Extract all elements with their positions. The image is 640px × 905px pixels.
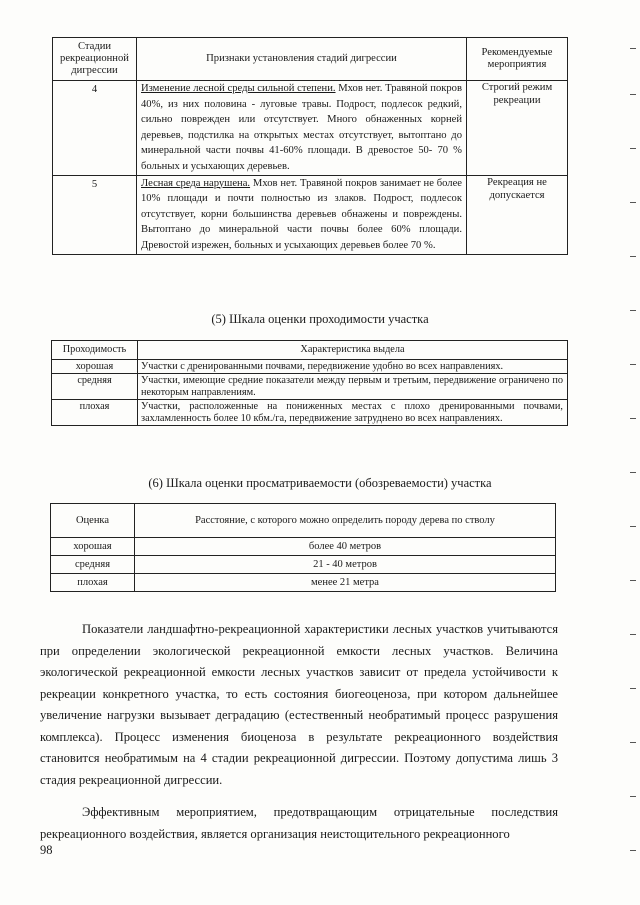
table-row xyxy=(51,556,556,574)
digression-stages-table xyxy=(52,37,568,255)
visibility-grade: хорошая xyxy=(51,538,135,556)
body-paragraph: Эффективным мероприятием, предотвращающим отрицательные последствия рекреационного воздействия, является организация неистощительного рекреационного xyxy=(40,805,558,841)
passability-table xyxy=(51,340,568,426)
column-header: Оценка xyxy=(51,504,135,538)
stage-number: 4 xyxy=(53,81,137,176)
visibility-distance: более 40 метров xyxy=(135,538,556,556)
passability-level: плохая xyxy=(52,400,138,426)
visibility-distance: менее 21 метра xyxy=(135,574,556,592)
recommended-measure: Строгий режим рекреации xyxy=(467,81,568,176)
passability-level: хорошая xyxy=(52,359,138,374)
column-header: Расстояние, с которого можно определить породу дерева по стволу xyxy=(135,504,556,538)
stage-number: 5 xyxy=(53,175,137,254)
passability-caption: (5) Шкала оценки проходимости участка xyxy=(211,312,429,326)
table-row xyxy=(51,538,556,556)
visibility-grade: средняя xyxy=(51,556,135,574)
passability-description: Участки, расположенные на пониженных местах с плохо дренированными почвами, захламленность более 10 кбм./га, передвижение затруднено во всех направлениях. xyxy=(138,400,568,426)
stage-description xyxy=(137,175,467,254)
column-header: Характеристика выдела xyxy=(138,341,568,360)
stage-text: Мхов нет. Травяной покров занимает не более 10% площади и почти полностью из злаков. Подрост, подлесок отсутствует, корни большинства деревьев обнажены и повреждены. Вытоптано до минеральной части почвы более 60% площади. Древостой изрежен, больных и усыхающих деревьев более 70 %. xyxy=(141,177,462,251)
table-row xyxy=(52,374,568,400)
column-header: Рекомендуемые мероприятия xyxy=(467,38,568,81)
table-header-row xyxy=(52,341,568,360)
column-header: Признаки установления стадий дигрессии xyxy=(137,38,467,81)
table-row xyxy=(52,400,568,426)
passability-level: средняя xyxy=(52,374,138,400)
body-paragraph: Показатели ландшафтно-рекреационной характеристики лесных участков учитываются при определении экологической рекреационной емкости лесных участков. Величина экологической рекреационной емкости лесных участков зависит от предела устойчивости к рекреации конкретного участка, то есть состояния биогеоценоза, при котором дальнейшее увеличение нагрузки вызывает деградацию (естественный необратимый процесс разрушения комплекса). Процесс изменения биоценоза в результате рекреационного воздействия становится необратимым на 4 стадии рекреационной дигрессии. Поэтому допустима лишь 3 стадия рекреационной дигрессии. xyxy=(40,622,558,787)
column-header: Проходимость xyxy=(52,341,138,360)
page-number: 98 xyxy=(40,843,53,857)
table-row xyxy=(53,175,568,254)
stage-title: Изменение лесной среды сильной степени. xyxy=(141,83,336,94)
stage-description xyxy=(137,81,467,176)
visibility-caption: (6) Шкала оценки просматриваемости (обозреваемости) участка xyxy=(148,476,492,490)
visibility-distance: 21 - 40 метров xyxy=(135,556,556,574)
column-header: Стадии рекреационной дигрессии xyxy=(53,38,137,81)
table-header-row xyxy=(51,504,556,538)
table-header-row xyxy=(53,38,568,81)
visibility-table xyxy=(50,503,556,592)
visibility-grade: плохая xyxy=(51,574,135,592)
passability-description: Участки, имеющие средние показатели между первым и третьим, передвижение ограничено по некоторым направлениям. xyxy=(138,374,568,400)
table-row xyxy=(52,359,568,374)
recommended-measure: Рекреация не допускается xyxy=(467,175,568,254)
passability-description: Участки с дренированными почвами, передвижение удобно во всех направлениях. xyxy=(138,359,568,374)
table-row xyxy=(53,81,568,176)
stage-text: Мхов нет. Травяной покров 40%, из них половина - луговые травы. Подрост, подлесок редкий, сильно поврежден или отсутствует. Много обнаженных корней деревьев, подстилка на открытых местах отсутствует, вытоптано до минеральной части почвы 41-60% площади. В древостое 50- 70 % больных и усыхающих деревьев. xyxy=(141,83,462,172)
stage-title: Лесная среда нарушена. xyxy=(141,177,251,189)
table-row xyxy=(51,574,556,592)
